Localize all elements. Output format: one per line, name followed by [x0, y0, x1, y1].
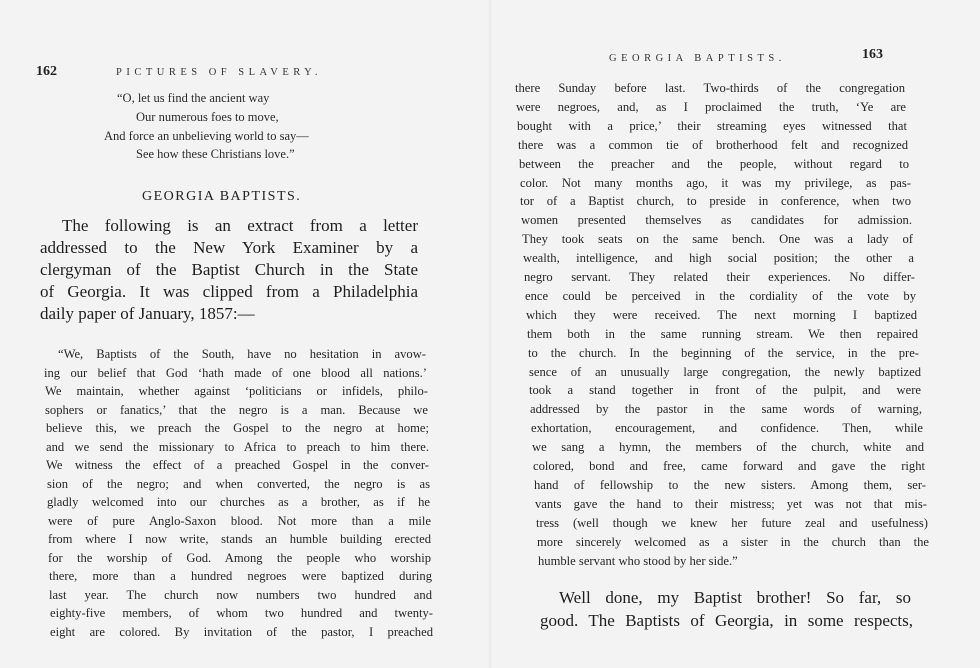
text-line: humble servant who stood by her side.” [538, 553, 738, 568]
text-line: sophers or fanatics,’ that the negro is a man. Because we [45, 402, 428, 417]
running-head: GEORGIA BAPTISTS. [609, 53, 786, 64]
text-line: tor of a Baptist church, to preside in conference, when two [520, 194, 911, 209]
text-line: for the worship of God. Among the people who worship [48, 550, 431, 565]
page-number: 162 [36, 64, 57, 79]
text-line: wealth, intelligence, and high social position; the other a [523, 251, 914, 266]
text-line: believe this, we preach the Gospel to the negro at home; [46, 421, 429, 435]
text-line: We witness the effect of a preached Gospel in the conver- [46, 458, 429, 472]
text-line: to the church. In the beginning of the service, in the pre- [528, 345, 919, 360]
text-line: more sincerely welcomed as a sister in the church than the [537, 534, 929, 549]
text-line: We maintain, whether against ‘politicians or infidels, philo- [45, 384, 428, 398]
text-line: last year. The church now numbers two hundred and [49, 587, 432, 602]
book-gutter [488, 0, 492, 668]
text-line: them both in the same running stream. We then repaired [527, 326, 918, 341]
text-line: and we send the missionary to Africa to preach to him there. [46, 439, 429, 454]
page-number: 163 [862, 47, 883, 62]
text-line: women presented themselves as candidates for admission. [521, 213, 912, 228]
text-line: color. Not many months ago, it was my privilege, as pas- [520, 175, 911, 190]
text-line: were negroes, and, as I proclaimed the truth, ‘Ye are [516, 99, 906, 114]
text-line: daily paper of January, 1857:— [40, 304, 255, 323]
text-line: The following is an extract from a letter [62, 216, 418, 235]
text-line: were of pure Anglo-Saxon blood. Not more than a mile [48, 513, 431, 528]
text-line: there was a common tie of brotherhood felt and recognized [518, 137, 908, 152]
text-line: addressed to the New York Examiner by a [40, 238, 418, 257]
text-line: we sang a hymn, the members of the church, white and [532, 440, 924, 455]
text-line: there, more than a hundred negroes were baptized during [49, 569, 432, 583]
text-line: They took seats on the same bench. One was a lady of [522, 232, 913, 247]
text-line: eight are colored. By invitation of the pastor, I preached [50, 624, 433, 639]
running-head: PICTURES OF SLAVERY. [116, 67, 323, 78]
text-line: gladly welcomed into our churches as a brother, as if he [47, 495, 430, 509]
text-line: ence could be perceived in the cordiality of the vote by [525, 288, 916, 303]
text-line: from where I now write, stands an humble building erected [48, 532, 431, 546]
section-title: GEORGIA BAPTISTS. [142, 189, 302, 204]
text-line: vants gave the hand to their mistress; yet was not that mis- [535, 496, 927, 511]
text-line: there Sunday before last. Two-thirds of the congregation [515, 81, 905, 95]
text-line: addressed by the pastor in the same words of warning, [530, 402, 922, 417]
text-line: And force an unbelieving world to say— [104, 128, 309, 143]
text-line: Well done, my Baptist brother! So far, so [559, 588, 911, 607]
text-line: took a stand together in front of the pulpit, and were [529, 383, 921, 398]
text-line: exhortation, encouragement, and confidence. Then, while [531, 421, 923, 436]
text-line: negro servant. They related their experiences. No differ- [524, 270, 915, 284]
text-line: between the preacher and the people, without regard to [519, 156, 909, 171]
text-line: See how these Christians love.” [136, 147, 295, 162]
text-line: sion of the negro; and when converted, the negro is as [47, 476, 430, 491]
text-line: ing our belief that God ‘hath made of one blood all nations.’ [44, 365, 427, 380]
text-line: “O, let us find the ancient way [117, 91, 270, 105]
text-line: Our numerous foes to move, [136, 109, 279, 124]
text-line: of Georgia. It was clipped from a Philadelphia [40, 282, 418, 301]
text-line: which they were received. The next morning I baptized [526, 307, 917, 322]
text-line: hand of fellowship to the new sisters. Among them, ser- [534, 477, 926, 492]
text-line: sence of an unusually large congregation, the newly baptized [529, 364, 921, 379]
text-line: “We, Baptists of the South, have no hesitation in avow- [58, 347, 426, 361]
text-line: eighty-five members, of whom two hundred and twenty- [50, 606, 433, 620]
text-line: colored, bond and free, came forward and gave the right [533, 459, 925, 473]
text-line: tress (well though we knew her future zeal and usefulness) [536, 515, 928, 530]
text-line: clergyman of the Baptist Church in the State [40, 260, 418, 279]
text-line: good. The Baptists of Georgia, in some respects, [540, 611, 913, 630]
text-line: bought with a price,’ their streaming eyes witnessed that [517, 118, 907, 133]
